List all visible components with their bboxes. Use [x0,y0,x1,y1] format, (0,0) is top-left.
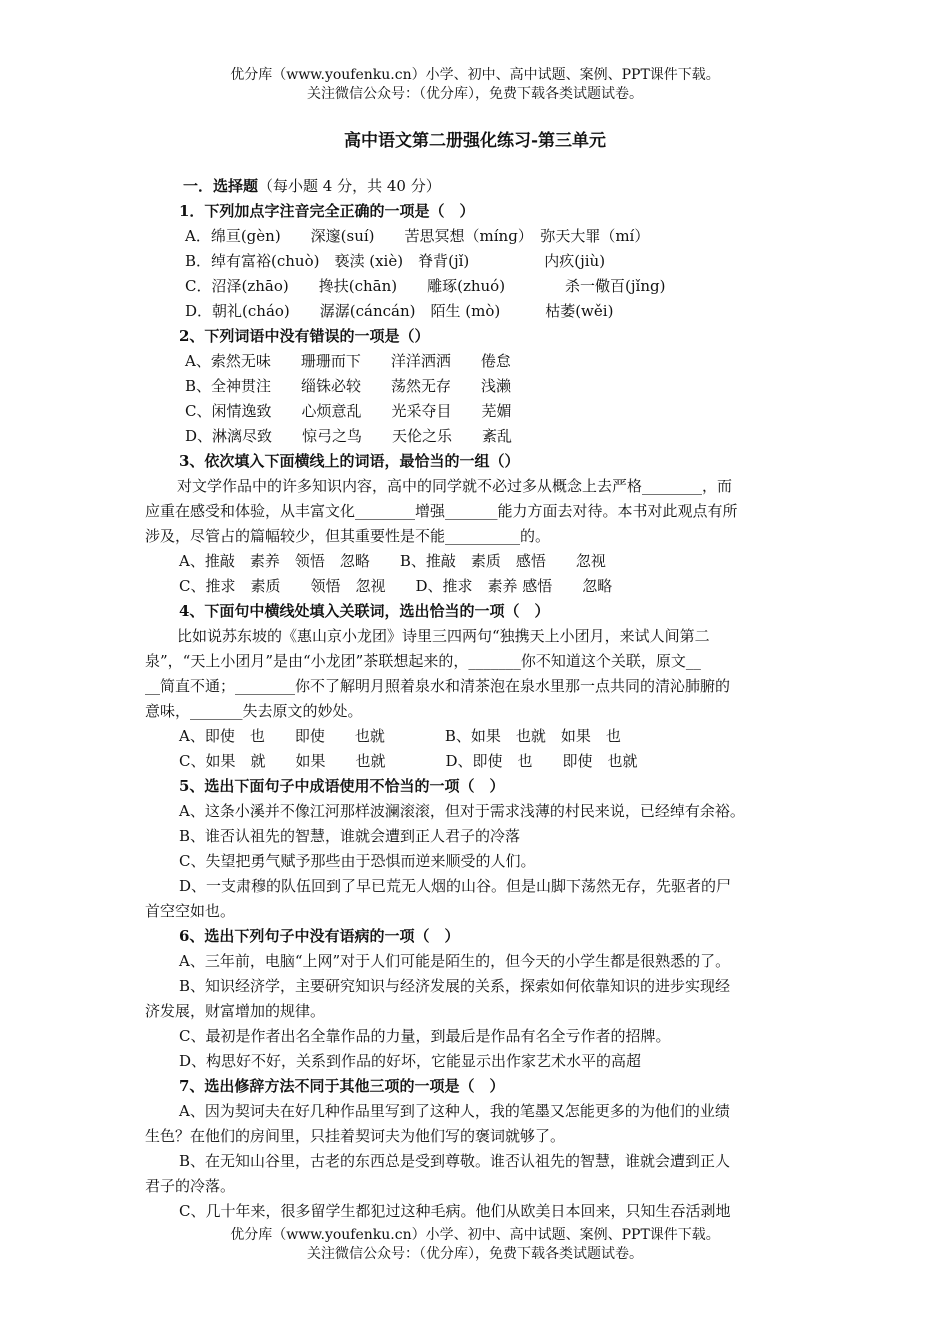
page-header [0,66,950,104]
q6-option-b-line-2: 济发展，财富增加的规律。 [145,1002,326,1020]
q7-option-a-line-1: A、因为契诃夫在好几种作品里写到了这种人，我的笔墨又怎能更多的为他们的业绩 [179,1102,730,1120]
header-line-1: 优分库（www.youfenku.cn）小学、初中、高中试题、案例、PPT课件下载。 [230,67,720,83]
q2-option-a: A、索然无味 珊珊而下 洋洋洒洒 倦怠 [185,352,511,370]
q5-option-d-line-2: 首空空如也。 [145,902,236,920]
q5-option-d-line-1: D、一支肃穆的队伍回到了早已荒无人烟的山谷。但是山脚下荡然无存，先驱者的尸 [179,877,732,895]
document-body [145,174,810,1224]
q2-option-b: B、全神贯注 缁铢必较 荡然无存 浅濑 [185,377,512,395]
q7-option-b-line-1: B、在无知山谷里，古老的东西总是受到尊敬。谁否认祖先的智慧，谁就会遭到正人 [179,1152,731,1170]
q3-options-ab: A、推敲 素养 领悟 忽略 B、推敲 素质 感悟 忽视 [179,552,606,570]
footer-line-2: 关注微信公众号：（优分库），免费下载各类试题试卷。 [307,1246,643,1262]
q4-passage-line-1: 比如说苏东坡的《惠山京小龙团》诗里三四两句“独携天上小团月，来试人间第二 [177,627,710,645]
q1-option-a: A．绵亘(gèn) 深邃(suí) 苦思冥想（mínɡ） 弥天大罪（mí） [185,227,650,245]
section-heading [145,174,810,199]
q1-option-d: D．朝礼(cháo) 潺潺(cáncán) 陌生 (mò) 枯萎(wěi) [185,302,614,320]
q4-passage-line-2: 泉”，“天上小团月”是由“小龙团”茶联想起来的，_______你不知道这个关联，原文__ [145,652,701,670]
q3-passage-line-1: 对文学作品中的许多知识内容，高中的同学就不必过多从概念上去严格________，而 [177,477,733,495]
q4-options-cd: C、如果 就 如果 也就 D、即使 也 即使 也就 [179,752,638,770]
q1-option-c: C．沼泽(zhāo) 搀扶(chān) 雕琢(zhuó) 杀一儆百(jǐng) [185,277,666,295]
q5-option-b: B、谁否认祖先的智慧，谁就会遭到正人君子的冷落 [179,827,521,845]
question-5-stem: 5、选出下面句子中成语使用不恰当的一项（ ） [179,777,505,795]
q3-passage-line-2: 应重在感受和体验，从丰富文化________增强_______能力方面去对待。本书对此观点有所 [145,502,738,520]
q4-options-ab: A、即使 也 即使 也就 B、如果 也就 如果 也 [179,727,621,745]
section-note: （每小题 4 分，共 40 分） [258,177,441,195]
q6-option-c: C、最初是作者出名全靠作品的力量，到最后是作品有名全亏作者的招牌。 [179,1027,671,1045]
q2-option-c: C、闲情逸致 心烦意乱 光采夺目 芜媚 [185,402,512,420]
footer-line-1: 优分库（www.youfenku.cn）小学、初中、高中试题、案例、PPT课件下载。 [230,1227,720,1243]
q7-option-a-line-2: 生色？在他们的房间里，只挂着契诃夫为他们写的褒词就够了。 [145,1127,566,1145]
question-2-stem: 2、下列词语中没有错误的一项是（） [179,327,430,345]
question-1-stem: 1．下列加点字注音完全正确的一项是（ ） [179,202,475,220]
q4-passage-line-4: 意味，_______失去原文的妙处。 [145,702,363,720]
q4-passage-line-3: __简直不通；________你不了解明月照着泉水和清茶泡在泉水里那一点共同的清沁肺腑的 [145,677,731,695]
question-6-stem: 6、选出下列句子中没有语病的一项（ ） [179,927,460,945]
question-7-stem: 7、选出修辞方法不同于其他三项的一项是（ ） [179,1077,505,1095]
question-3-stem: 3、依次填入下面横线上的词语，最恰当的一组（） [179,452,520,470]
page-footer [0,1226,950,1264]
question-4-stem: 4、下面句中横线处填入关联词，选出恰当的一项（ ） [179,602,550,620]
q7-option-b-line-2: 君子的冷落。 [145,1177,236,1195]
q2-option-d: D、淋漓尽致 惊弓之鸟 天伦之乐 紊乱 [185,427,513,445]
header-line-2: 关注微信公众号：（优分库），免费下载各类试题试卷。 [307,86,643,102]
q6-option-a: A、三年前，电脑“上网”对于人们可能是陌生的，但今天的小学生都是很熟悉的了。 [179,952,731,970]
q6-option-b-line-1: B、知识经济学，主要研究知识与经济发展的关系，探索如何依靠知识的进步实现经 [179,977,731,995]
q1-option-b: B．绰有富裕(chuò) 亵渎 (xiè) 脊背(jǐ) 内疚(jiù) [185,252,606,270]
q5-option-c: C、失望把勇气赋予那些由于恐惧而逆来顺受的人们。 [179,852,536,870]
section-label: 一．选择题 [183,177,259,195]
q3-options-cd: C、推求 素质 领悟 忽视 D、推求 素养 感悟 忽略 [179,577,613,595]
q6-option-d: D、构思好不好，关系到作品的好坏，它能显示出作家艺术水平的高超 [179,1052,642,1070]
q7-option-c-line-1: C、几十年来，很多留学生都犯过这种毛病。他们从欧美日本回来，只知生吞活剥地 [179,1202,731,1220]
q5-option-a: A、这条小溪并不像江河那样波澜滚滚，但对于需求浅薄的村民来说，已经绰有余裕。 [179,802,745,820]
q3-passage-line-3: 涉及，尽管占的篇幅较少，但其重要性是不能__________的。 [145,527,551,545]
document-title: 高中语文第二册强化练习-第三单元 [343,131,607,151]
